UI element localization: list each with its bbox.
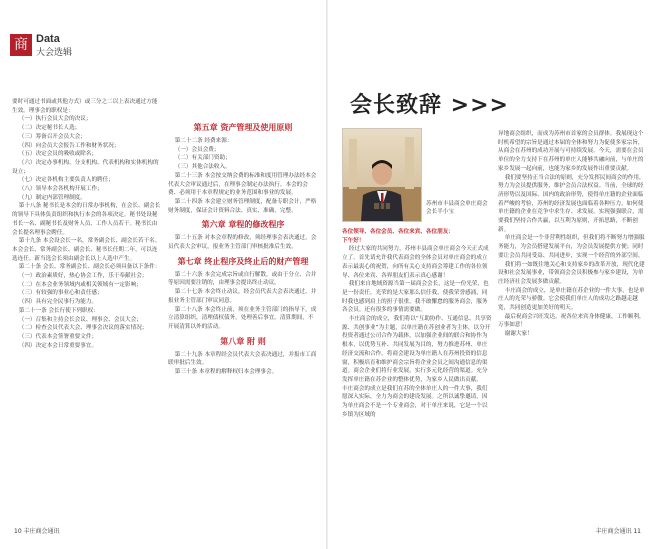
paragraph: 第二十三条 本会按交纳会费的标准和度用管理办法经本会代表大会审议通过后，在理事会制定办法执行。本会的会费、必须用于本章程规定的业务范围和事业的发展。 [168, 172, 317, 197]
section-title-cn: 大会选辑 [36, 48, 73, 58]
paragraph: （二）有关部门资助； [174, 155, 231, 162]
paragraph: （四）决定本会日常重要事宜。 [18, 342, 98, 349]
paragraph: 第二十条 会长、常务副会长、副会长必须具备以下条件： [18, 264, 161, 271]
paragraph: （一）执行会员大会的决议； [18, 116, 92, 123]
footer-left: 10 丰庄商会通讯 [14, 528, 60, 535]
paragraph: （三）代表本会签署重要文件； [18, 333, 98, 340]
paragraph: （四）向会员大会报告工作和财务状况； [18, 142, 120, 149]
paragraph: （三）有较强的事业心和责任感； [18, 290, 103, 297]
paragraph: 第三十条 本章程的解释权归本会理事会。 [174, 369, 278, 376]
paragraph: 单庄商会是一个非营利性组织，但我们将不断努力增强服务能力，为会员搭建发展平台，为会员发展提供方便；同时要让会员共同受益、共同进步，实现一个经营的外部空间。 [498, 235, 645, 259]
paragraph: 我们要坚持正当合法的原则，充分发挥民间商会的作用，努力为会员提供服务，维护会员合法权益。当前，全球的经济形势以及国际、国内的政治形势，使得单庄籍的企业面临着严峻的考验，苏州的经济发展也面临着各种压力。如何使单庄籍的企业在竞争中求生存、求发展，实现强强联合，需要我们坚持合作共赢，以互利为原则，开拓思路，不断创新。 [498, 174, 645, 233]
paragraph: （二）在本会业务领域内或相关领域有一定影响； [18, 281, 142, 288]
paragraph: （六）决定办事机构、分支机构、代表机构和实体机构的设立； [12, 159, 159, 175]
paragraph: （八）领导本会各机构开展工作； [18, 186, 103, 193]
chapter-heading: 第五章 资产管理及使用原则 [193, 123, 293, 132]
portrait-image [343, 129, 421, 221]
paragraph: （三）其他合法收入。 [174, 164, 231, 171]
section-title-en: Data [36, 33, 60, 45]
paragraph: 第二十九条 本章程经会员代表大会表决通过，并报市工商联审批后生效。 [168, 351, 317, 367]
president-photo [342, 128, 422, 222]
paragraph: 第二十七条 本会终止动议，经会员代表大会表决通过，并报业务主管部门审议同意。 [168, 289, 317, 304]
left-column-1 [12, 98, 162, 350]
chapter-heading: 第八章 附 则 [220, 336, 266, 346]
right-column-2 [498, 130, 646, 339]
paragraph: （七）决定各机构主要负责人的聘任； [18, 177, 114, 184]
paragraph: 下午好！ [342, 237, 365, 244]
paragraph: 第二十五条 对本会章程的修改，须经理事会表决通过，会员代表大会审议，报业务主管部门审核批准后生效。 [168, 235, 317, 251]
paragraph: （四）具有完全民事行为能力。 [18, 299, 98, 306]
paragraph: 第二十一条 会长行使下列职权： [18, 307, 99, 314]
left-column-2 [168, 118, 318, 377]
chapter-heading: 第七章 终止程序及终止后的财产管理 [177, 256, 309, 266]
right-page [328, 0, 655, 549]
caption-line-2: 会长半小宝 [426, 209, 454, 215]
paragraph: 第二十八条 本会终止前，须在业务主管部门的指导下，成立清算组织，清理债权债务，处理善后事宜。清算期间，不开展清算以外的活动。 [168, 306, 317, 330]
paragraph: （三）筹备召开会员大会； [18, 133, 86, 140]
caption-line-1: 苏州市丰县商会单庄商会 [426, 201, 488, 207]
paragraph: （一）召集和主持会长会议、理事会、会员大会； [18, 316, 142, 323]
paragraph: 各位领导、各位会员、各位来宾、各位朋友： [342, 229, 454, 235]
paragraph: 我们来自地域资源当第一届商会会长，这是一份光荣，也是一份责任，光荣的是大家那么信任我，使我荣誉感涌，同时我也感到肩上的担子很重。我不敢懈怠的服务商会，服务各会员。还有很多的事情需要做。 [342, 281, 489, 314]
paragraph: 第十九条 本会设会长一名，常务副会长、副会长若干名。本会会长、常务副会长、副会长、秘书长任期二年，可以连选连任。新当选会长须由副会长以上人选中产生。 [12, 238, 161, 262]
paragraph: （九）制定内部管理制度。 [18, 194, 86, 201]
paragraph: 谢谢大家！ [504, 331, 533, 338]
paragraph: 第二十六条 本会完成宗旨或自行解散，或由于分立、合并等原因需要注销的，由理事会提出终止动议。 [168, 271, 317, 287]
paragraph: （一）政治素质好，热心协会工作，乐于奉献社会； [18, 273, 148, 280]
photo-caption [426, 200, 496, 216]
paragraph: （五）决定会员的吸收或除名； [18, 151, 98, 158]
right-column-1 [342, 228, 492, 419]
paragraph: 第十八条 秘书长是本会的日常办事机构，在会长、副会长的领导下具体负责组织和执行本会的各项决定。秘书处设秘书长一名、副秘书长及财务人员、工作人员若干。秘书长由会长提名理事会聘任。 [12, 203, 161, 236]
paragraph: 第二十四条 本会建立财务管理制度，配备专职会计，严格财务制度，保证会计资料合法、真实、准确、完整。 [168, 198, 317, 214]
paragraph: 丰庄商会的成立，我们将以“互助协作、互通信息、共享资源、共创事业”为主题，以单庄籍在苏创业者为主体，以分开投资者通过公司合作为载体，以加强企业间的联合和协作为根本，以优势互补、共同发展为目的，努力推进苏州、单庄经济交流和合作。将商会建设为单庄籍人在苏州投资的信息窗，积极培育和维护商会宗旨将企业会员之间沟通信息的渠道。商会企业们将行业发展，实行多元化经营的渠道。充分发挥单庄籍在苏企业的整体优势，为家乡人民做出贡献。 [342, 316, 492, 383]
paragraph: 要时可通过书面或其他方式）或三分之二以上表决通过方能生效。理事会的职权是： [12, 99, 158, 114]
paragraph: 第二十二条 经费来源： [174, 138, 233, 144]
paragraph: 最后祝商会兴旺发达，祝各位来宾身体健康，工作顺利，万事如意！ [498, 313, 645, 329]
paragraph: （二）决定秘书长人选； [18, 125, 81, 132]
paragraph: 丰庄商会的成立是我们在苏的全体单庄人的一件大事，我们愿深入实际，全力为商会的建设发展。之所以诚挚邀请，因为单庄商会不是一个专业商会，对于单庄来说，它是一个以乡镇为区域的 [342, 385, 488, 418]
article-title: 会长致辞 >>> [350, 93, 509, 118]
paragraph: 我们将一如既往地关心和支持家乡的改革开放，现代化建设和社会发展事业，带领商会会员积极参与家乡建设，为单庄经济社会发展多做贡献。 [498, 261, 645, 285]
section-mark: 商 [10, 34, 32, 56]
left-page [0, 0, 327, 549]
paragraph: 丰庄商会的成立，是单庄籍在苏企业的一件大事，也是单庄人的光荣与骄傲。它会使我们单庄人的成功之路越走越宽，共同创造更加美好的明天。 [498, 287, 645, 312]
footer-right: 丰庄商会通讯 11 [595, 528, 641, 535]
paragraph: 经过大家的共同努力，苏州丰县商会单庄商会今天正式成立了。首先请允许我代表商会的全体会员对单庄商会的成立表示最衷心的祝贺，向所有关心支持商会筹建工作的各位领导、各位来宾、各界朋友们表示真心感谢！ [342, 246, 489, 279]
paragraph: （一）会员会费； [174, 146, 220, 153]
paragraph: 异地商会组织，而成为苏州市首家的会员群体。我展现这个时机希望的宗旨是通过本届的全体和努力为促使多家宗旨，从商会在苏州的成功开展与可持续发展。今天，需要在会员单位的全力支持下在苏州的单庄人能够共融向前，与单庄的家乡发展一起向前，也能为家乡的发展作出重要贡献。 [498, 131, 644, 172]
chapter-heading: 第六章 章程的修改程序 [201, 220, 285, 230]
paragraph: （二）检查会员代表大会、理事会决议的落实情况； [18, 325, 148, 332]
